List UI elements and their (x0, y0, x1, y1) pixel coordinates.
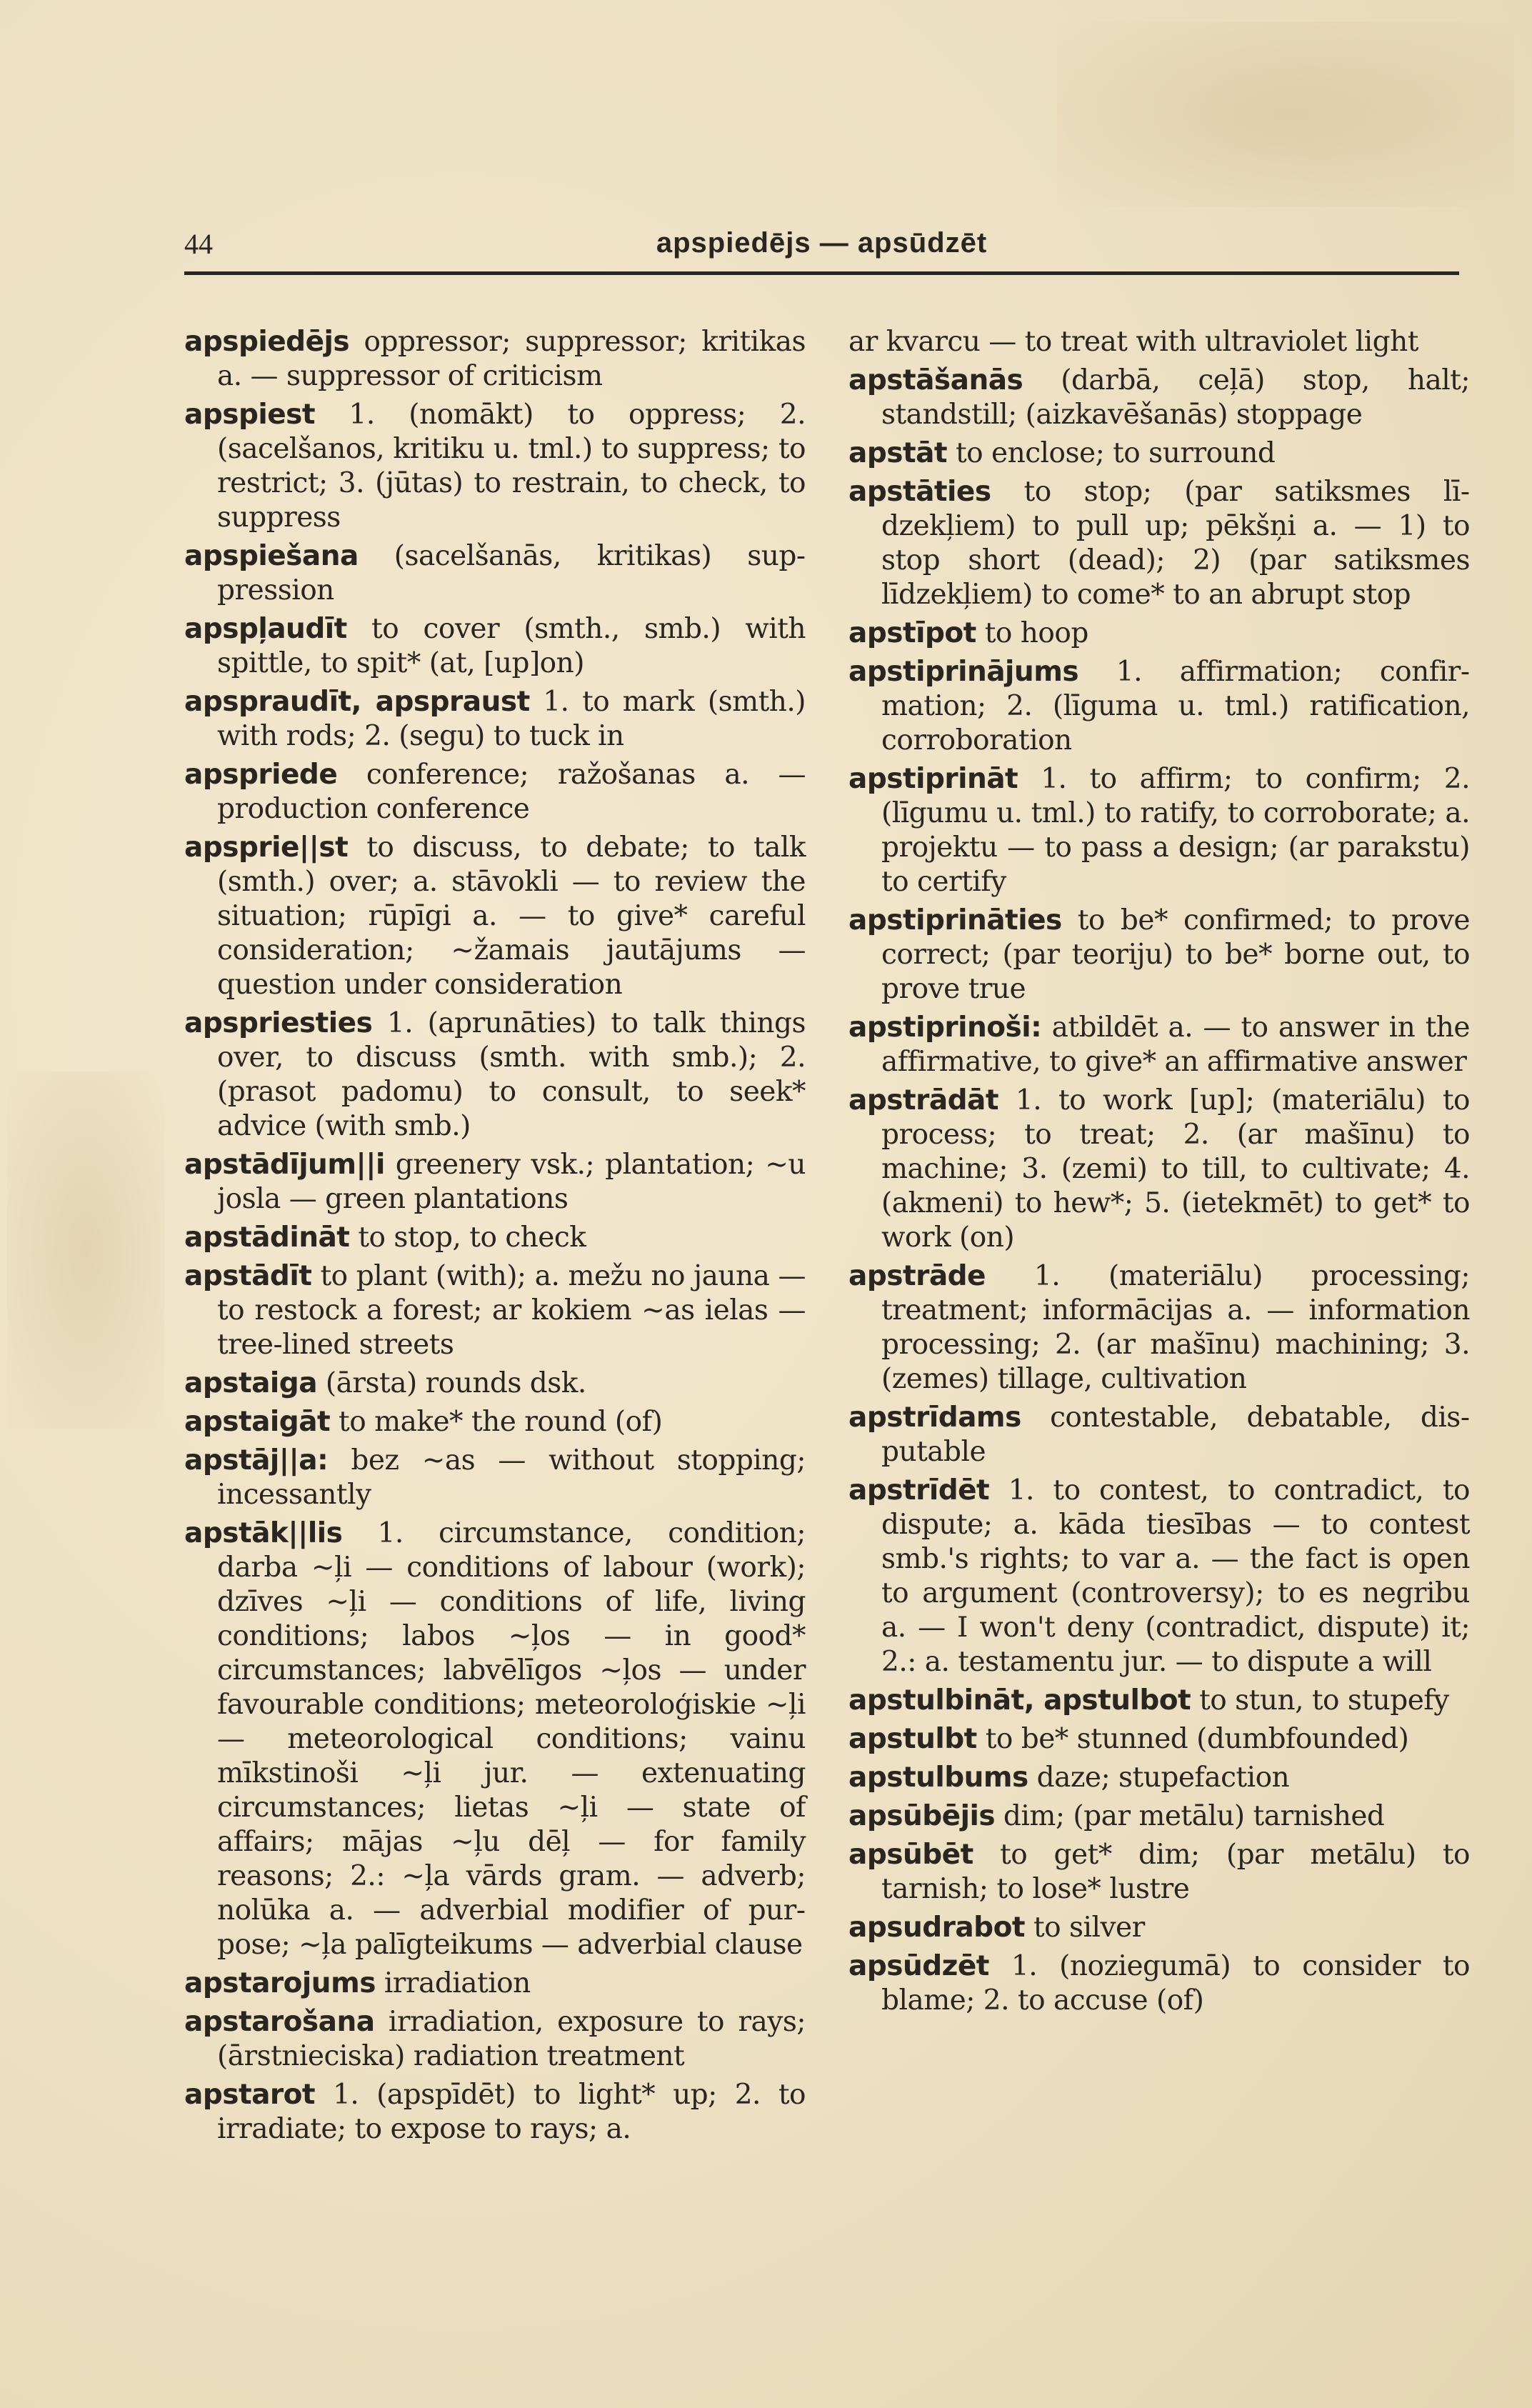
dictionary-entry (184, 1444, 806, 1512)
headword: apstarot (184, 2079, 316, 2111)
headword: apstulbums (848, 1762, 1028, 1794)
dictionary-entry (848, 325, 1470, 359)
dictionary-entry (848, 475, 1470, 612)
dictionary-entry (184, 1259, 806, 1362)
headword: apstrīdams (848, 1402, 1021, 1434)
definition: 1. (aprunāties) to talk things over, to discuss (smth. with smb.); 2. (prasot padomu) to consult, to seek* advice (with smb.) (217, 1007, 806, 1142)
headword: apstrīdēt (848, 1474, 990, 1507)
definition: to cover (smth., smb.) with spittle, to spit* (at, [up]on) (217, 613, 806, 679)
dictionary-entry (848, 364, 1470, 432)
headword: apstāšanās (848, 364, 1023, 396)
dictionary-entry (848, 1474, 1470, 1679)
headword: apspriede (184, 759, 338, 791)
dictionary-entry (184, 2005, 806, 2074)
headword: apstrāde (848, 1260, 986, 1292)
headword: apstrādāt (848, 1084, 999, 1116)
definition: to be* confirmed; to prove correct; (par teoriju) to be* borne out, to prove true (881, 904, 1470, 1005)
definition: to discuss, to debate; to talk (smth.) over; a. stāvokli — to review the situation; rūpīgi a. — to give* careful consideration; ~žamais jautājums — question under consideration (217, 831, 806, 1001)
definition: 1. to work [up]; (materiālu) to process; to treat; 2. (ar mašīnu) to machine; 3. (zemi) to till, to cultivate; 4. (akmeni) to hew*; 5. (ietekmēt) to get* to work (on) (881, 1084, 1470, 1254)
definition: 1. (noziegumā) to consider to blame; 2. to accuse (of) (881, 1950, 1470, 2017)
definition: irradiation, exposure to rays; (ārstnieciska) radiation treatment (217, 2006, 806, 2072)
dictionary-entry (848, 1911, 1470, 1945)
definition: atbildēt a. — to answer in the affirmative, to give* an affirmative answer (881, 1011, 1470, 1078)
definition: bez ~as — without stopping; incessantly (217, 1444, 806, 1511)
headword: apstīpot (848, 617, 976, 649)
headword: apstaigāt (184, 1406, 331, 1438)
dictionary-entry (848, 1259, 1470, 1397)
definition: 1. (materiālu) processing; treatment; informācijas a. — information processing; 2. (ar mašīnu) machining; 3. (zemes) tillage, cultivation (881, 1260, 1470, 1395)
dictionary-entry (848, 1401, 1470, 1469)
dictionary-entry (184, 1967, 806, 2001)
definition: greenery vsk.; plantation; ~u josla — green plantations (217, 1149, 806, 1215)
definition: 1. circumstance, condition; darba ~ļi — conditions of labour (work); dzīves ~ļi — conditions of life, living conditions; labos ~ļos — in good* circumstances; labvēlīgos ~ļos — under favourable conditions; meteoroloģiskie ~ļi — meteorological conditions; vainu mīkstinoši ~ļi jur. — extenuating circumstances; lietas ~ļi — state of affairs; mājas ~ļu dēļ — for family reasons; 2.: ~ļa vārds gram. — adverb; nolūka a. — adverbial modifier of purpose; ~ļa palīgteikums — adverbial clause (217, 1517, 806, 1961)
headword: apstāties (848, 476, 991, 508)
definition: 1. (apspīdēt) to light* up; 2. to irradiate; to expose to rays; a. (217, 2079, 806, 2145)
definition: to enclose; to surround (947, 437, 1276, 469)
dictionary-entry (184, 1517, 806, 1962)
dictionary-entry (848, 1084, 1470, 1255)
dictionary-entry (848, 904, 1470, 1006)
headword: apstaiga (184, 1367, 318, 1399)
headword: apstulbināt, apstulbot (848, 1684, 1191, 1717)
dictionary-entry (184, 1148, 806, 1217)
definition: conference; ražošanas a. — production conference (217, 759, 806, 825)
dictionary-entry (848, 1838, 1470, 1907)
headword: apspiešana (184, 540, 359, 572)
dictionary-entry (848, 655, 1470, 758)
headword: apstāk||lis (184, 1517, 343, 1549)
headword: apspiest (184, 399, 316, 431)
left-column (184, 325, 806, 2151)
definition: dim; (par metālu) tarnished (995, 1800, 1385, 1832)
definition: (ārsta) rounds dsk. (317, 1367, 586, 1399)
definition: oppressor; suppressor; kritikas a. — suppressor of criticism (217, 326, 806, 392)
dictionary-entry (184, 612, 806, 681)
dictionary-entry (848, 1011, 1470, 1079)
dictionary-entry (184, 2078, 806, 2147)
definition: to stun, to stupefy (1191, 1684, 1449, 1717)
dictionary-entry (848, 616, 1470, 651)
right-column (848, 325, 1470, 2022)
definition: 1. affirmation; confirmation; 2. (līguma u. tml.) ratification, corroboration (881, 656, 1470, 756)
running-title: apspiedējs — apsūdzēt (656, 227, 988, 259)
headword: apstādīt (184, 1260, 312, 1292)
headword: apspļaudīt (184, 613, 347, 645)
definition: 1. to affirm; to confirm; 2. (līgumu u. tml.) to ratify, to corroborate; a. projektu — to pass a design; (ar parakstu) to certify (881, 763, 1470, 898)
definition: contestable, debatable, disputable (881, 1402, 1470, 1468)
headword: apstiprinājums (848, 656, 1079, 688)
page-number: 44 (184, 228, 213, 260)
paper-stain (1057, 21, 1514, 207)
definition: 1. to contest, to contradict, to dispute; a. kāda tiesības — to contest smb.'s rights; to var a. — the fact is open to argument (controversy); to es negribu a. — I won't deny (contradict, dispute) it; 2.: a. testamentu jur. — to dispute a will (881, 1474, 1470, 1678)
dictionary-entry (184, 539, 806, 608)
dictionary-entry (848, 762, 1470, 899)
headword: apspiedējs (184, 326, 350, 358)
dictionary-entry (184, 398, 806, 535)
headword: apstādījum||i (184, 1149, 385, 1181)
page-header (184, 227, 1459, 274)
dictionary-entry (184, 325, 806, 394)
headword: apsprie||st (184, 831, 349, 864)
dictionary-entry (848, 1949, 1470, 2018)
definition: to hoop (976, 617, 1088, 649)
headword: apsūbēt (848, 1839, 973, 1871)
definition: to be* stunned (dumbfounded) (976, 1723, 1409, 1755)
dictionary-entry (184, 1367, 806, 1401)
dictionary-entry (848, 1684, 1470, 1718)
dictionary-entry (184, 1221, 806, 1255)
headword: apsūbējis (848, 1800, 996, 1832)
headword: apsūdzēt (848, 1950, 989, 1982)
dictionary-entry (848, 1799, 1470, 1834)
definition: to stop, to check (349, 1222, 586, 1254)
dictionary-entry (848, 1761, 1470, 1795)
dictionary-entry (848, 1722, 1470, 1757)
definition: (sacelšanās, kritikas) suppression (217, 540, 806, 606)
definition: to get* dim; (par metālu) to tarnish; to lose* lustre (881, 1839, 1470, 1905)
headword: apspriesties (184, 1007, 373, 1039)
headword: apstarojums (184, 1967, 376, 1999)
definition: 1. (nomākt) to oppress; 2. (sacelšanos, kritiku u. tml.) to suppress; to restrict; 3. (jūtas) to restrain, to check, to suppress (217, 399, 806, 534)
definition: irradiation (375, 1967, 531, 1999)
headword: apspraudīt, apspraust (184, 686, 530, 718)
headword: apsudrabot (848, 1912, 1026, 1944)
definition: to silver (1025, 1912, 1145, 1944)
headword: apstiprinoši: (848, 1011, 1042, 1044)
dictionary-entry (184, 685, 806, 754)
dictionary-entry (184, 1405, 806, 1439)
definition: daze; stupefaction (1028, 1762, 1290, 1794)
headword: apstiprināties (848, 904, 1062, 936)
dictionary-entry (184, 831, 806, 1002)
definition: ar kvarcu — to treat with ultraviolet light (848, 326, 1418, 358)
paper-stain-left (7, 1071, 164, 1429)
definition: 1. to mark (smth.) with rods; 2. (segu) to tuck in (217, 686, 806, 752)
headword: apstāt (848, 437, 948, 469)
definition: (darbā, ceļā) stop, halt; standstill; (aizkavēšanās) stoppage (881, 364, 1470, 431)
definition: to stop; (par satiksmes līdzekļiem) to pull up; pēkšņi a. — 1) to stop short (dead); 2) (par satiksmes līdzekļiem) to come* to an abrupt stop (881, 476, 1470, 611)
dictionary-entry (848, 436, 1470, 471)
headword: apstarošana (184, 2006, 375, 2038)
dictionary-entry (184, 758, 806, 826)
headword: apstiprināt (848, 763, 1018, 795)
headword: apstāj||a: (184, 1444, 329, 1477)
definition: to make* the round (of) (330, 1406, 663, 1438)
header-rule (184, 271, 1459, 275)
dictionary-entry (184, 1006, 806, 1144)
headword: apstulbt (848, 1723, 977, 1755)
headword: apstādināt (184, 1222, 350, 1254)
definition: to plant (with); a. mežu no jauna — to restock a forest; ar kokiem ~as ielas — tree-lined streets (217, 1260, 806, 1361)
